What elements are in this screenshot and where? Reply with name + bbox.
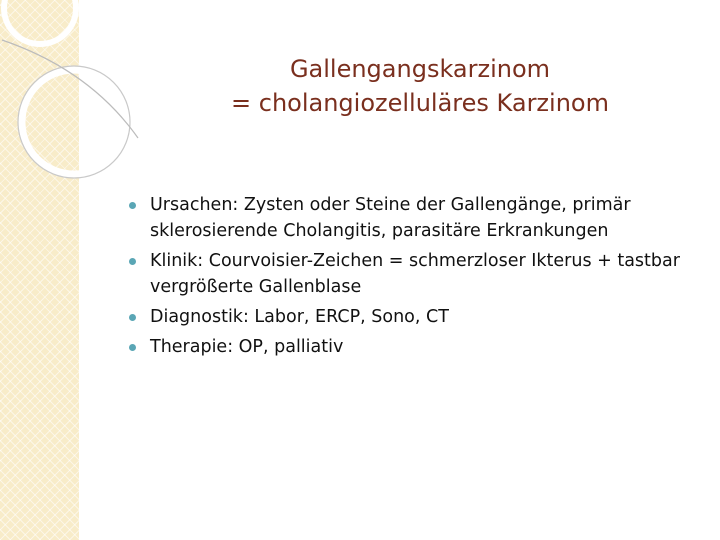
bullet-item-ursachen	[126, 192, 686, 244]
slide-title-line-1: Gallengangskarzinom	[289, 55, 551, 83]
bullet-dot-icon	[129, 314, 136, 321]
decorative-ring-bottom-outline	[18, 66, 130, 178]
bullet-dot-icon	[129, 258, 136, 265]
bullet-item-klinik	[126, 248, 686, 300]
slide-title	[150, 52, 690, 120]
bullet-text: Therapie: OP, palliativ	[150, 337, 344, 357]
bullet-list	[126, 192, 686, 364]
decorative-ring-bottom	[22, 70, 126, 174]
bullet-text: Klinik: Courvoisier-Zeichen = schmerzloser Ikterus + tastbar vergrößerte Gallenblase	[150, 251, 680, 297]
bullet-text: Diagnostik: Labor, ERCP, Sono, CT	[150, 307, 449, 327]
bullet-text: Ursachen: Zysten oder Steine der Gallengänge, primär sklerosierende Cholangitis, parasitäre Erkrankungen	[150, 195, 631, 241]
bullet-dot-icon	[129, 344, 136, 351]
slide-title-line-2: = cholangiozelluläres Karzinom	[231, 89, 609, 117]
bullet-dot-icon	[129, 202, 136, 209]
decorative-ring-top	[4, 0, 76, 44]
bullet-item-diagnostik	[126, 304, 686, 330]
decorative-circles	[0, 0, 140, 200]
bullet-item-therapie	[126, 334, 686, 360]
